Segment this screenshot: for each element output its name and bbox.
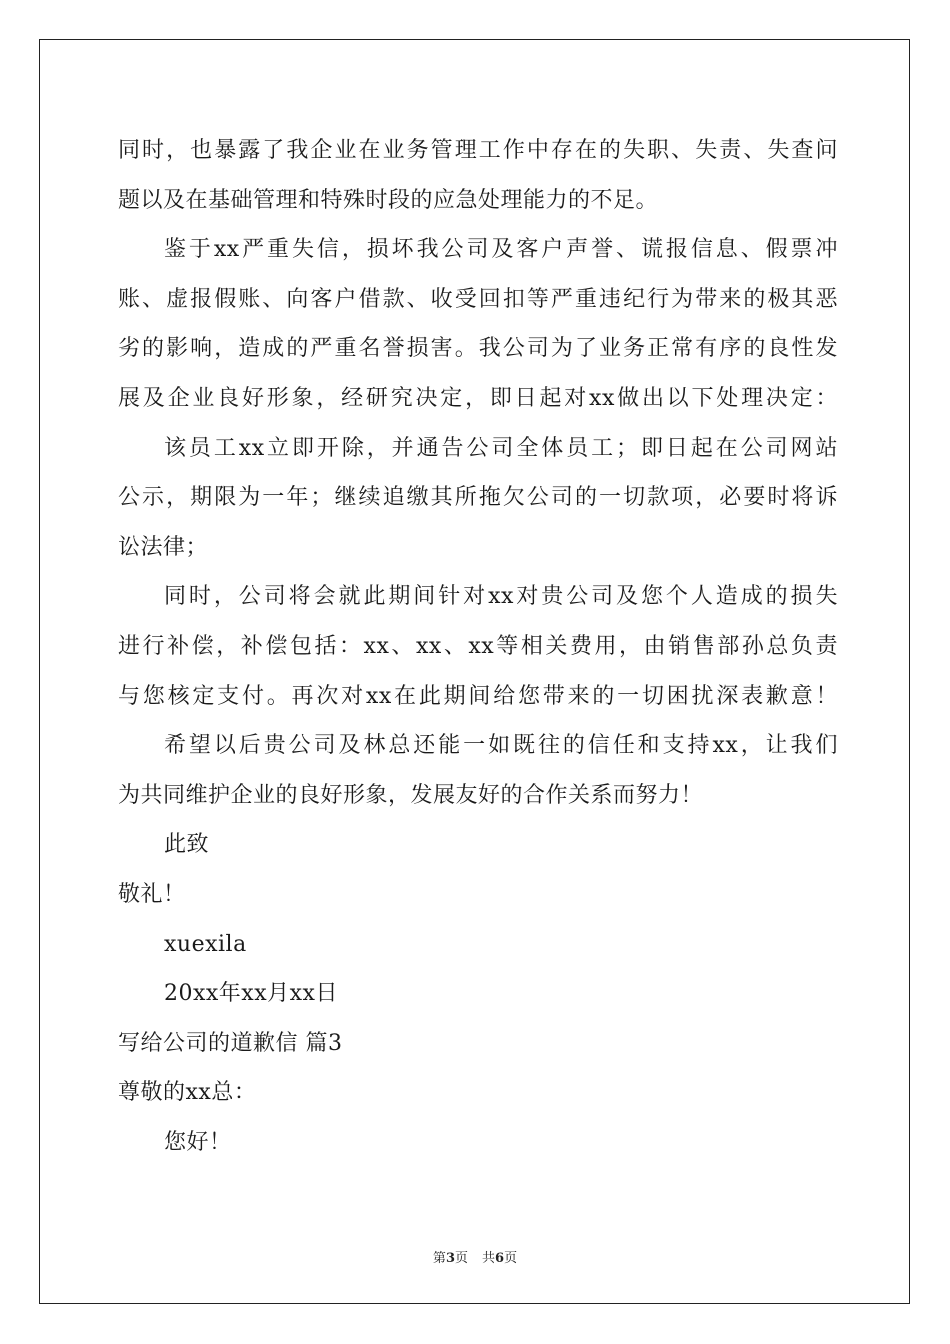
body-line: 劣的影响，造成的严重名誉损害。我公司为了业务正常有序的良性发 [118,336,838,362]
footer-total-prefix: 共 [482,1251,496,1266]
body-line: 讼法律； [118,534,209,560]
footer-current-page: 3 [445,1251,455,1266]
closing-regards: 敬礼！ [118,881,186,907]
body-line: 希望以后贵公司及林总还能一如既往的信任和支持xx，让我们 [164,733,838,759]
body-line: 同时，公司将会就此期间针对xx对贵公司及您个人造成的损失 [164,584,838,610]
body-line: 鉴于xx严重失信，损坏我公司及客户声誉、谎报信息、假票冲 [164,237,838,263]
letter-greeting: 您好！ [164,1129,232,1155]
signature-name: xuexila [164,931,247,957]
closing-salutation: 此致 [164,832,210,858]
body-line: 题以及在基础管理和特殊时段的应急处理能力的不足。 [118,187,659,213]
body-line: 展及企业良好形象，经研究决定，即日起对xx做出以下处理决定： [118,385,838,411]
body-line: 该员工xx立即开除，并通告公司全体员工；即日起在公司网站 [164,435,838,461]
footer-page-prefix: 第 [432,1251,446,1266]
signature-date: 20xx年xx月xx日 [164,981,338,1007]
body-line: 与您核定支付。再次对xx在此期间给您带来的一切困扰深表歉意！ [118,683,838,709]
document-body [118,126,838,1167]
footer-total-unit: 页 [504,1251,518,1266]
letter-greeting-addressee: 尊敬的xx总： [118,1080,257,1106]
page-footer [0,1247,950,1266]
body-line: 同时，也暴露了我企业在业务管理工作中存在的失职、失责、失查问 [118,138,838,163]
section-heading: 写给公司的道歉信 篇3 [118,1030,343,1056]
footer-page-unit: 页 [454,1251,468,1266]
body-line: 公示，期限为一年；继续追缴其所拖欠公司的一切款项，必要时将诉 [118,485,838,511]
body-line: 账、虚报假账、向客户借款、收受回扣等严重违纪行为带来的极其恶 [118,286,838,312]
body-line: 为共同维护企业的良好形象，发展友好的合作关系而努力！ [118,782,704,808]
body-line: 进行补偿，补偿包括：xx、xx、xx等相关费用，由销售部孙总负责 [118,633,838,659]
footer-total-pages: 6 [495,1251,505,1266]
